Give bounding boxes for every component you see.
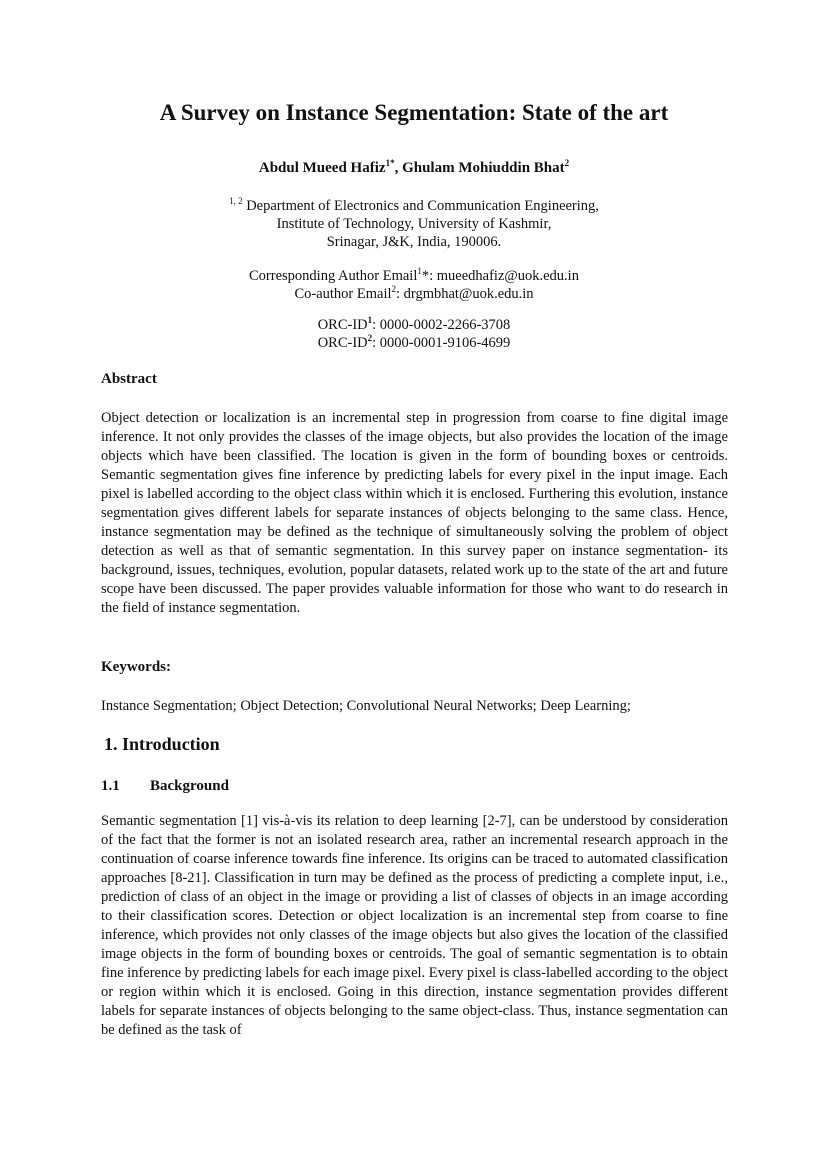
email-block [0,267,828,303]
affiliation-text: Department of Electronics and Communication Engineering, [246,198,599,214]
author-separator: , [394,160,403,176]
email-address[interactable]: *: mueedhafiz@uok.edu.in [421,268,579,284]
orcid-line [0,334,828,352]
author-superscript: 1* [385,158,395,168]
orcid-value: : 0000-0002-2266-3708 [372,317,511,333]
email-superscript: 1 [417,266,422,277]
affiliation-superscript: 1, 2 [229,196,243,207]
orcid-label: ORC-ID [317,317,368,333]
orcid-block [0,316,828,352]
affiliation-line: Srinagar, J&K, India, 190006. [326,234,502,250]
email-label: Corresponding Author Email [249,268,418,284]
author-name: Abdul Mueed Hafiz [258,160,386,176]
affiliation-block [0,197,828,251]
paper-title: A Survey on Instance Segmentation: State of the art [159,100,669,125]
orcid-superscript: 1 [367,315,373,326]
author-name: Ghulam Mohiuddin Bhat [402,160,565,176]
orcid-line [0,316,828,334]
section-heading: 1. Introduction [104,734,220,754]
corresponding-email [0,267,828,285]
introduction-text: Semantic segmentation [1] vis-à-vis its relation to deep learning [2-7], can be understood by consideration of the fact that the former is not an isolated research area, rather an incremental research approach in the continuation of coarse inference towards fine inference. Its origins can be traced to automated classification approaches [8-21]. Classification in turn may be defined as the process of predicting a complete input, i.e., prediction of class of an object in the image or providing a list of classes of objects in an image according to their classification scores. Detection or object localization is an incremental step from coarse to fine inference, which provides not only classes of the image objects but also gives the location of the classified image objects in the form of bounding boxes or centroids. The goal of semantic segmentation is to obtain fine inference by predicting labels for each image pixel. Every pixel is class-labelled according to the object or region within which it is enclosed. Going in this direction, instance segmentation provides different labels for separate instances of objects belonging to the same object-class. Thus, instance segmentation can be defined as the task of [101,813,728,1038]
email-label: Co-author Email [294,286,392,302]
author-list [0,160,828,177]
affiliation-line [0,197,828,215]
affiliation-line: Institute of Technology, University of Kashmir, [276,216,552,232]
coauthor-email [0,285,828,303]
email-superscript: 2 [391,284,396,295]
keywords-text: Instance Segmentation; Object Detection; Convolutional Neural Networks; Deep Learning; [101,698,631,714]
abstract-text: Object detection or localization is an incremental step in progression from coarse to fine digital image inference. It not only provides the classes of the image objects, but also provides the location of the image objects which have been classified. The location is given in the form of bounding boxes or centroids. Semantic segmentation gives fine inference by predicting labels for every pixel in the input image. Each pixel is labelled according to the object class within which it is enclosed. Furthering this evolution, instance segmentation gives different labels for separate instances of objects belonging to the same class. Hence, instance segmentation may be defined as the technique of simultaneously solving the problem of object detection as well as that of semantic segmentation. In this survey paper on instance segmentation- its background, issues, techniques, evolution, popular datasets, related work up to the state of the art and future scope have been discussed. The paper provides valuable information for those who want to do research in the field of instance segmentation. [101,410,728,616]
keywords-heading: Keywords: [101,659,171,675]
orcid-value: : 0000-0001-9106-4699 [372,335,511,351]
orcid-label: ORC-ID [317,335,368,351]
abstract-heading: Abstract [101,371,157,387]
orcid-superscript: 2 [367,333,373,344]
subsection-number: 1.1 [101,778,120,794]
author-superscript: 2 [564,158,570,168]
subsection-heading [101,778,229,795]
email-address[interactable]: : drgmbhat@uok.edu.in [396,286,534,302]
subsection-title: Background [150,778,229,794]
